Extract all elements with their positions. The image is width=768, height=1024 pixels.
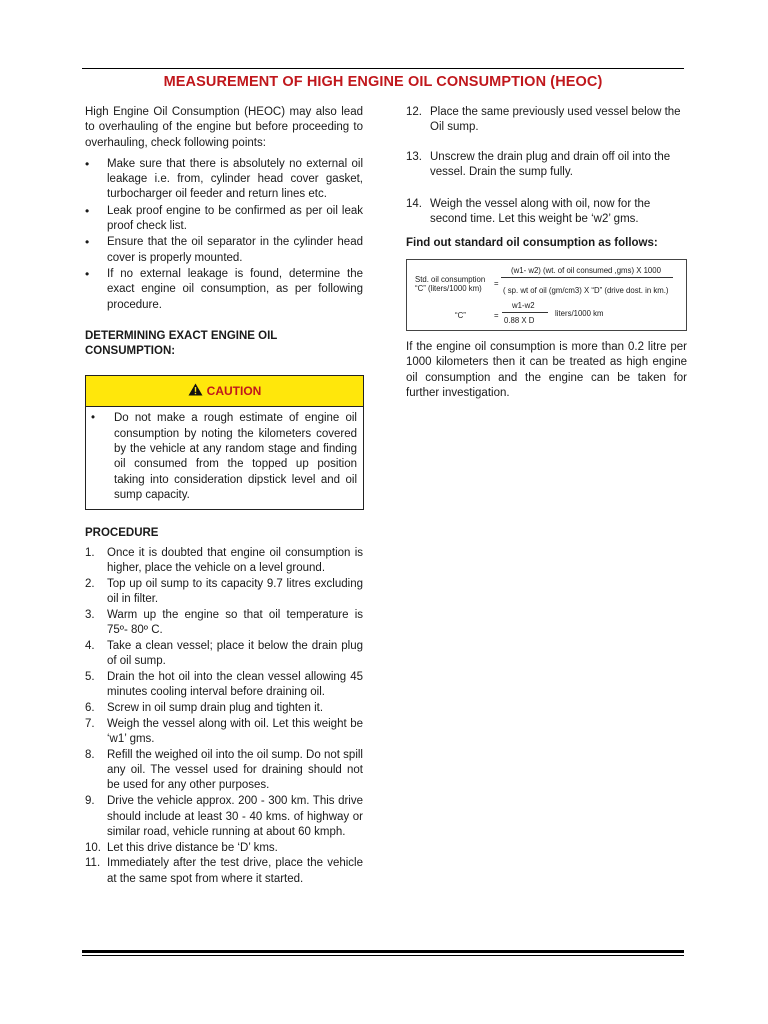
bullet-icon: • [91, 412, 96, 425]
formula-unit: liters/1000 km [555, 309, 604, 319]
formula-box [406, 259, 687, 331]
procedure-list [85, 546, 363, 888]
formula-denominator: ( sp. wt of oil (gm/cm3) X “D” (drive dost. in km.) [503, 286, 669, 296]
bullet-icon: • [85, 235, 90, 250]
intro-paragraph: High Engine Oil Consumption (HEOC) may also lead to overhauling of the engine but before proceeding to overhauling, check following points: [85, 106, 363, 149]
list-item: 9. Drive the vehicle approx. 200 - 300 km. This drive should include at least 30 - 40 kms. of highway or similar road, vehicle running at about 60 kmph. [85, 795, 363, 838]
warning-triangle-icon [188, 383, 203, 400]
list-item: 7. Weigh the vessel along with oil. Let this weight be ‘w1’ gms. [85, 717, 363, 746]
list-item: 4. Take a clean vessel; place it below the drain plug of oil sump. [85, 639, 363, 668]
list-item: 1. Once it is doubted that engine oil consumption is higher, place the vehicle on a level ground. [85, 546, 363, 574]
bullet-icon: • [85, 266, 90, 281]
list-item: 2. Top up oil sump to its capacity 9.7 litres excluding oil in filter. [85, 577, 363, 605]
list-item: 14. Weigh the vessel along with oil, now for the second time. Let this weight be ‘w2’ gms. [406, 198, 651, 226]
formula-heading: Find out standard oil consumption as follows: [406, 236, 658, 249]
formula-lhs-line2: “C” (liters/1000 km) [415, 284, 482, 294]
bottom-rule-thin [82, 955, 684, 956]
right-column [406, 105, 687, 401]
left-column [85, 105, 363, 888]
conclusion-paragraph: If the engine oil consumption is more than 0.2 litre per 1000 kilometers then it can be treated as high engine oil consumption and the engine can be taken for further investigation. [406, 341, 687, 399]
list-item: 11. Immediately after the test drive, place the vehicle at the same spot from where it started. [85, 857, 363, 885]
list-item: 6. Screw in oil sump drain plug and tighten it. [85, 702, 324, 714]
list-item: 3. Warm up the engine so that oil temperature is 75º- 80º C. [85, 608, 363, 637]
formula-denominator-2: 0.88 X D [504, 316, 535, 326]
formula-equals-2: = [494, 311, 499, 321]
list-item: • If no external leakage is found, determine the exact engine oil consumption, as per following procedure. [85, 266, 363, 311]
list-item: 5. Drain the hot oil into the clean vessel allowing 45 minutes cooling interval before draining oil. [85, 670, 363, 699]
formula-lhs-line1: Std. oil consumption [415, 275, 486, 285]
caution-box [85, 375, 364, 510]
bullet-icon: • [85, 203, 90, 218]
list-item: 13. Unscrew the drain plug and drain off oil into the vessel. Drain the sump fully. [406, 150, 671, 178]
caution-body [86, 407, 363, 509]
formula-numerator: (w1- w2) (wt. of oil consumed ,gms) X 1000 [511, 266, 661, 276]
bottom-rule [82, 950, 684, 953]
top-rule [82, 68, 684, 69]
list-item: • Ensure that the oil separator in the cylinder head cover is properly mounted. [85, 235, 363, 264]
caution-header [86, 376, 363, 407]
caution-text: Do not make a rough estimate of engine oil consumption by noting the kilometers covered by the vehicle at any random stage and finding oil consumed from the topped up position taking into consideration dipstick level and oil sump capacity. [114, 412, 357, 501]
formula-numerator-2: w1-w2 [512, 301, 535, 311]
fraction-line [501, 277, 673, 278]
fraction-line [502, 312, 548, 313]
list-item: 10. Let this drive distance be ‘D’ kms. [85, 841, 278, 854]
procedure-heading: PROCEDURE [85, 527, 159, 540]
formula-c-label: “C” [455, 311, 466, 321]
page-title: MEASUREMENT OF HIGH ENGINE OIL CONSUMPTION (HEOC) [163, 74, 603, 90]
list-item: • Make sure that there is absolutely no external oil leakage i.e. from, cylinder head cover gasket, turbocharger oil feeder and return lines etc. [85, 156, 363, 201]
list-item: 8. Refill the weighed oil into the oil sump. Do not spill any oil. The vessel used for draining should not be used for any other purposes. [85, 748, 363, 792]
formula-equals: = [494, 279, 499, 289]
list-item: • Leak proof engine to be confirmed as per oil leak proof check list. [85, 203, 363, 233]
check-list [85, 157, 363, 313]
list-item: 12. Place the same previously used vessel below the Oil sump. [406, 106, 681, 134]
bullet-icon: • [85, 156, 90, 171]
caution-label: CAUTION [206, 383, 262, 398]
determining-heading: DETERMINING EXACT ENGINE OIL CONSUMPTION: [85, 329, 278, 358]
